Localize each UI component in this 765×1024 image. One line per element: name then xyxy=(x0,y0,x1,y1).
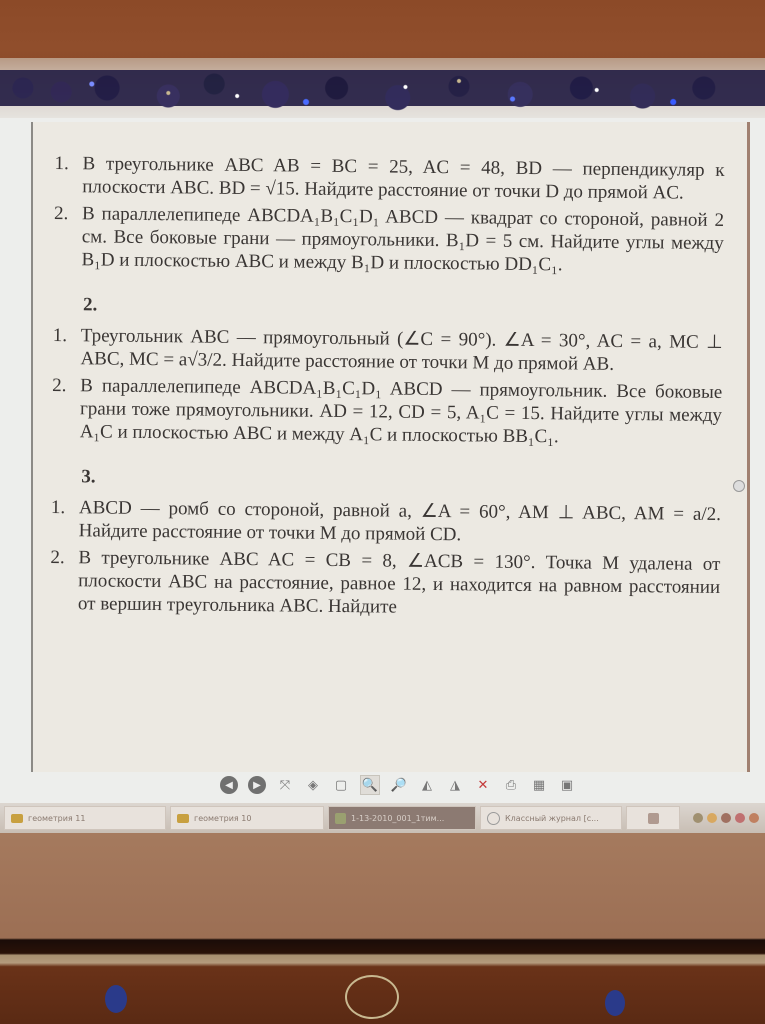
task-label: геометрия 11 xyxy=(28,813,86,823)
viewer-toolbar xyxy=(220,772,576,798)
ornament-ring-decoration xyxy=(345,975,399,1019)
problem-number: 1. xyxy=(54,152,69,175)
problem-text: В треугольнике ABC AB = BC = 25, AC = 48, BD — перпендикуляр к плоскости ABC. BD = √15. Найдите расстояние от точки D до прямой AC. xyxy=(82,153,725,204)
rotate-right-icon[interactable]: ◮ xyxy=(450,777,460,793)
taskbar-item-app[interactable] xyxy=(626,806,680,830)
ornament-decoration xyxy=(605,990,625,1016)
problem-text: Треугольник ABC — прямоугольный (∠C = 90°). ∠A = 30°, AC = a, MC ⊥ ABC, MC = a√3/2. Найдите расстояние от точки M до прямой AB. xyxy=(80,325,723,375)
fit-icon[interactable]: ⤧ xyxy=(279,777,291,793)
task-label: геометрия 10 xyxy=(194,813,252,823)
problem-number: 1. xyxy=(50,496,66,519)
system-tray xyxy=(693,813,765,823)
folder-icon xyxy=(177,814,189,823)
taskbar-item-image-viewer[interactable] xyxy=(328,806,476,830)
problem-3-1 xyxy=(51,496,721,549)
browser-icon xyxy=(487,812,500,825)
problem-number: 2. xyxy=(52,374,67,397)
ornament-decoration xyxy=(105,985,127,1013)
problem-3-2 xyxy=(50,546,721,622)
document-content xyxy=(50,122,725,626)
task-label: Классный журнал [с... xyxy=(505,813,599,823)
app-icon xyxy=(648,813,659,824)
problem-1-2 xyxy=(53,202,724,278)
tinsel-sparkles xyxy=(0,60,765,120)
print-icon[interactable]: ⎙ xyxy=(505,777,517,793)
problem-text: ABCD — ромб со стороной, равной a, ∠A = 60°, AM ⊥ ABC, AM = a/2. Найдите расстояние от точки M до прямой CD. xyxy=(78,497,722,546)
zoom-in-icon[interactable]: 🔍 xyxy=(360,775,380,795)
prev-icon[interactable]: ◀ xyxy=(220,776,238,794)
slideshow-icon[interactable]: ▢ xyxy=(334,777,348,793)
problem-number: 1. xyxy=(52,324,68,347)
taskbar-item-class-journal[interactable] xyxy=(480,806,622,830)
scroll-position-marker[interactable] xyxy=(733,480,745,492)
problem-text: В параллелепипеде ABCDA₁B₁C₁D₁ ABCD — прямоугольник. Все боковые грани тоже прямоугольники. AD = 12, CD = 5, A₁C = 15. Найдите углы между A₁C и плоскостью ABC и между A₁C и плоскостью BB₁C₁. xyxy=(79,375,723,448)
taskbar-item-geometry-11[interactable] xyxy=(4,806,166,830)
image-icon xyxy=(335,813,346,824)
problem-text: В параллелепипеде ABCDA₁B₁C₁D₁ ABCD — квадрат со стороной, равной 2 см. Все боковые грани — прямоугольники. B₁D = 5 см. Найдите углы между B₁D и плоскостью ABC и между B₁D и плоскостью DD₁C₁. xyxy=(81,203,725,276)
tray-icon[interactable] xyxy=(693,813,703,823)
tray-icon[interactable] xyxy=(735,813,745,823)
problem-number: 2. xyxy=(53,202,69,225)
save-icon[interactable]: ▦ xyxy=(532,777,546,793)
problem-2-1 xyxy=(52,324,722,377)
tray-icon[interactable] xyxy=(721,813,731,823)
taskbar xyxy=(0,803,765,833)
problem-1-1 xyxy=(54,152,724,205)
problem-text: В треугольнике ABC AC = CB = 8, ∠ACB = 130°. Точка M удалена от плоскости ABC на расстояние, равное 12, и находится на равном расстоянии от вершин треугольника ABC. Найдите xyxy=(77,547,721,618)
folder-icon xyxy=(11,814,23,823)
rotate-left-icon[interactable]: ◭ xyxy=(422,777,432,793)
zoom-out-icon[interactable]: 🔎 xyxy=(390,777,408,793)
scanned-document-page xyxy=(31,122,750,772)
problem-number: 2. xyxy=(50,546,65,569)
section-number: 2. xyxy=(82,294,98,316)
taskbar-item-geometry-10[interactable] xyxy=(170,806,324,830)
open-icon[interactable]: ▣ xyxy=(560,777,574,793)
tray-icon[interactable] xyxy=(749,813,759,823)
tray-icon[interactable] xyxy=(707,813,717,823)
actual-size-icon[interactable]: ◈ xyxy=(308,777,318,793)
problem-2-2 xyxy=(52,374,723,450)
delete-icon[interactable]: ✕ xyxy=(477,777,489,793)
next-icon[interactable]: ▶ xyxy=(248,776,266,794)
task-label: 1-13-2010_001_1тим... xyxy=(351,813,445,823)
section-number: 3. xyxy=(81,466,96,488)
